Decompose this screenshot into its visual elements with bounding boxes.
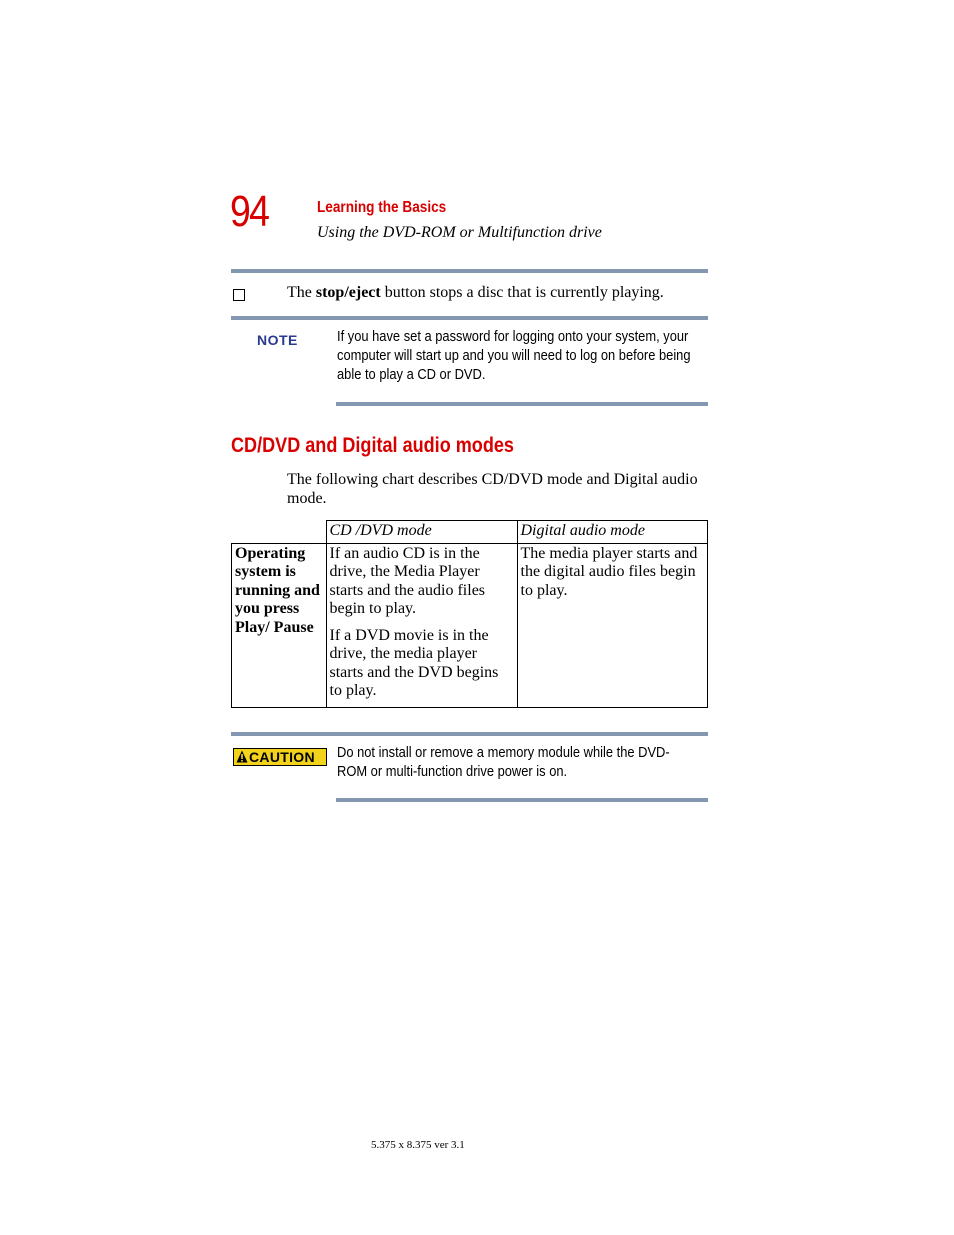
bullet-text: The stop/eject button stops a disc that is currently playing. xyxy=(287,284,664,301)
table-row xyxy=(232,543,708,707)
caution-text: Do not install or remove a memory module while the DVD-ROM or multi-function drive power is on. xyxy=(337,744,670,780)
note-text: If you have set a password for logging onto your system, your computer will start up and you will need to log on before being able to play a CD or DVD. xyxy=(337,328,691,383)
checkbox-bullet-icon xyxy=(233,289,245,301)
rule-note-bottom xyxy=(336,402,708,406)
rule-caution-top xyxy=(231,732,708,736)
section-subtitle: Using the DVD-ROM or Multifunction drive xyxy=(317,224,602,241)
note-label: NOTE xyxy=(257,332,298,348)
caution-badge xyxy=(233,748,327,766)
bullet-bold: stop/eject xyxy=(315,284,381,301)
table-row-label: Operating system is running and you press Play/ Pause xyxy=(235,544,320,636)
warning-triangle-icon xyxy=(236,750,248,763)
rule-note-top xyxy=(231,316,708,320)
section-intro: The following chart describes CD/DVD mode and Digital audio mode. xyxy=(287,471,698,507)
page-number: 94 xyxy=(230,187,269,236)
table-header-digital: Digital audio mode xyxy=(517,521,707,544)
section-heading: CD/DVD and Digital audio modes xyxy=(231,434,514,457)
table-cell-cd-1: If an audio CD is in the drive, the Media Player starts and the audio files begin to play. xyxy=(329,544,486,617)
table-cell-cd-2: If a DVD movie is in the drive, the media player starts and the DVD begins to play. xyxy=(329,626,499,699)
table-cell-digital: The media player starts and the digital audio files begin to play. xyxy=(517,543,707,707)
rule-caution-bottom xyxy=(336,798,708,802)
rule-top xyxy=(231,269,708,273)
caution-label: CAUTION xyxy=(249,749,315,765)
table-header-row xyxy=(232,521,708,544)
mode-table xyxy=(231,520,708,708)
table-header-cd: CD /DVD mode xyxy=(326,521,517,544)
footer-version: 5.375 x 8.375 ver 3.1 xyxy=(371,1139,465,1151)
chapter-title: Learning the Basics xyxy=(317,199,447,216)
